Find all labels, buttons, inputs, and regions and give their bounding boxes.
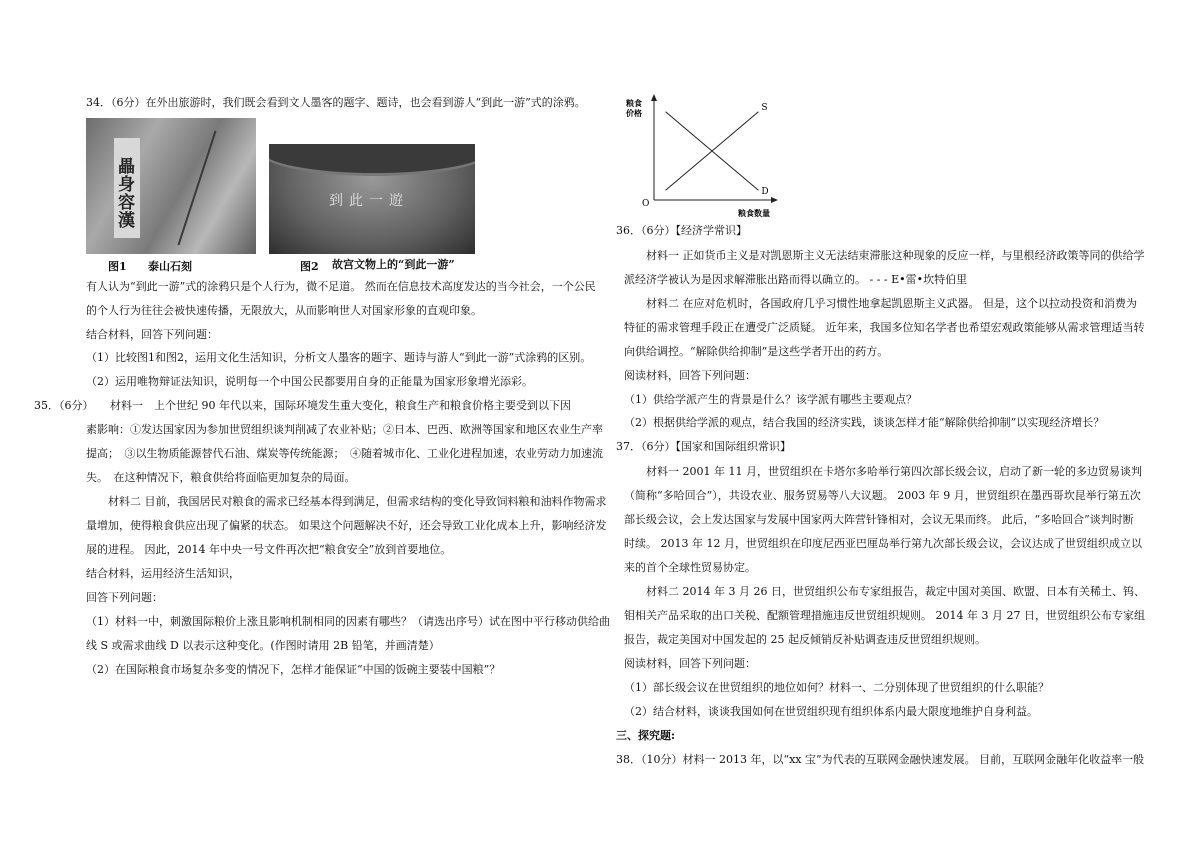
figure-1-photo [86,118,256,254]
origin-label: O [642,199,650,209]
q36-material-2-line-1: 材料二 在应对危机时，各国政府几乎习惯性地拿起凯恩斯主义武器。 但是，这个以拉动投资和消费为 [646,297,1137,310]
fig2-name: 故宫文物上的“到此一游” [332,258,455,271]
q36-question-2: （2）根据供给学派的观点，结合我国的经济实践，谈谈怎样才能“解除供给抑制”以实现经济增长？ [624,416,1105,429]
q34-intro: 34．（6分）在外出旅游时，我们既会看到文人墨客的题字、题诗，也会看到游人“到此一游”式的涂鸦。 [86,96,586,109]
q35-line-3: 提高； ③以生物质能源替代石油、煤炭等传统能源； ④随着城市化、工业化进程加速，农业劳动力加速流 [86,447,603,460]
q36-prompt: 阅读材料，回答下列问题： [624,369,756,382]
curve-label-d: D [761,187,769,198]
q34-paragraph-2: 的个人行为往往会被快速传播，无限放大，从而影响世人对国家形象的直观印象。 [86,304,482,317]
q36-heading: 36．（6分）【经济学常识】 [616,224,747,237]
curve-label-s: S [761,102,768,113]
q36-question-1: （1）供给学派产生的背景是什么？该学派有哪些主要观点？ [624,393,917,406]
q36-material-2-line-2: 特征的需求管理手段正在遭受广泛质疑。 近年来，我国多位知名学者也希望宏观政策能够从需求管理适当转 [624,321,1145,334]
q34-question-1: （1）比较图1和图2，运用文化生活知识，分析文人墨客的题字、题诗与游人“到此一游”式涂鸦的区别。 [86,351,592,364]
q36-material-1-line-1: 材料一 正如货币主义是对凯恩斯主义无法结束滞胀这种现象的反应一样，与里根经济政策等同的供给学 [646,249,1145,262]
q35-question-2: （2）在国际粮食市场复杂多变的情况下，怎样才能保证“中国的饭碗主要装中国粮”？ [86,663,501,676]
x-axis-arrow [771,197,778,203]
fig1-label: 图1 [108,260,127,273]
q35-material-2-line-3: 展的进程。 因此，2014 年中央一号文件再次把“粮食安全”放到首要地位。 [86,543,452,556]
supply-demand-chart [622,92,782,222]
y-axis-arrow [651,94,657,101]
vessel-rim [269,144,475,176]
q36-material-1-line-2: 派经济学被认为是因求解滞胀出路而得以确立的。 - - - E•雷•坎特伯里 [624,273,968,286]
q35-prompt-2: 回答下列问题： [86,591,163,604]
q37-material-1-line-2: （简称“多哈回合”），共设农业、服务贸易等八大议题。 2003 年 9 月，世贸组织在墨西哥坎昆举行第五次 [624,489,1141,502]
y-axis-label-line-2: 价格 [626,108,642,118]
section-3-heading: 三、探究题: [616,729,676,742]
q36-material-2-line-3: 向供给调控。“解除供给抑制”是这些学者开出的药方。 [624,345,889,358]
q35-question-1-line-2: 线 S 或需求曲线 D 以表示这种变化。(作图时请用 2B 铅笔，并画清楚） [86,639,440,652]
q35-line-2: 素影响：①发达国家因为参加世贸组织谈判削减了农业补贴；②日本、巴西、欧洲等国家和地区农业生产率 [86,423,603,436]
q37-question-1: （1）部长级会议在世贸组织的地位如何？材料一、二分别体现了世贸组织的什么职能？ [624,681,1049,694]
q37-material-1-line-1: 材料一 2001 年 11 月，世贸组织在卡塔尔多哈举行第四次部长级会议，启动了新一轮的多边贸易谈判 [646,465,1142,478]
q37-heading: 37．（6分）【国家和国际组织常识】 [616,440,791,453]
fig1-name: 泰山石刻 [148,260,192,273]
q37-material-2-line-2: 钼相关产品采取的出口关税、配额管理措施违反世贸组织规则。 2014 年 3 月 27 日，世贸组织公布专家组 [624,609,1145,622]
q35-prompt-1: 结合材料，运用经济生活知识， [86,567,240,580]
q38-line-1: 38．（10分）材料一 2013 年，以“xx 宝”为代表的互联网金融快速发展。 目前，互联网金融年化收益率一般 [616,753,1145,766]
rock-crack [178,131,217,246]
q34-question-2: （2）运用唯物辩证法知识，说明每一个中国公民都要用自身的正能量为国家形象增光添彩。 [86,375,533,388]
figure-2-photo [269,144,475,254]
fig1-inscription: 畾身容漢 [118,157,135,231]
q37-material-1-line-5: 来的首个全球性贸易协定。 [624,561,756,574]
x-axis-label: 粮食数量 [738,208,770,218]
q37-prompt: 阅读材料，回答下列问题： [624,657,756,670]
q34-paragraph-1: 有人认为“到此一游”式的涂鸦只是个人行为，微不足道。 然而在信息技术高度发达的当今社会，一个公民 [86,280,596,293]
q37-material-2-line-3: 报告，裁定美国对中国发起的 25 起反倾销反补贴调查违反世贸组织规则。 [624,633,986,646]
q37-question-2: （2）结合材料，谈谈我国如何在世贸组织现有组织体系内最大限度地维护自身利益。 [624,705,1038,718]
q35-line-4: 失。 在这种情况下，粮食供给将面临更加复杂的局面。 [86,471,356,484]
q37-material-2-line-1: 材料二 2014 年 3 月 26 日，世贸组织公布专家组报告，裁定中国对美国、欧盟、日本有关稀土、钨、 [646,585,1145,598]
fig2-label: 图2 [300,260,319,273]
q37-material-1-line-3: 部长级会议，会上发达国家与发展中国家两大阵营针锋相对，会议无果而终。 此后，“多哈回合”谈判时断 [624,513,1134,526]
fig2-inscription: 到此一遊 [329,193,409,209]
q37-material-1-line-4: 时续。 2013 年 12 月，世贸组织在印度尼西亚巴厘岛举行第九次部长级会议，会议达成了世贸组织成立以 [624,537,1142,550]
q35-line-1: 35．（6分） 材料一 上个世纪 90 年代以来，国际环境发生重大变化，粮食生产和粮食价格主要受到以下因 [34,399,571,412]
q35-material-2-line-2: 量增加，使得粮食供应出现了偏紧的状态。 如果这个问题解决不好，还会导致工业化成本上升，影响经济发 [86,519,607,532]
q35-question-1-line-1: （1）材料一中，刺激国际粮价上涨且影响机制相同的因素有哪些？（请选出序号）试在图中平行移动供给曲 [86,615,610,628]
y-axis-label-line-1: 粮食 [626,98,642,108]
q35-material-2-line-1: 材料二 目前，我国居民对粮食的需求已经基本得到满足，但需求结构的变化导致饲料粮和油料作物需求 [108,495,607,508]
q34-prompt: 结合材料，回答下列问题： [86,328,218,341]
